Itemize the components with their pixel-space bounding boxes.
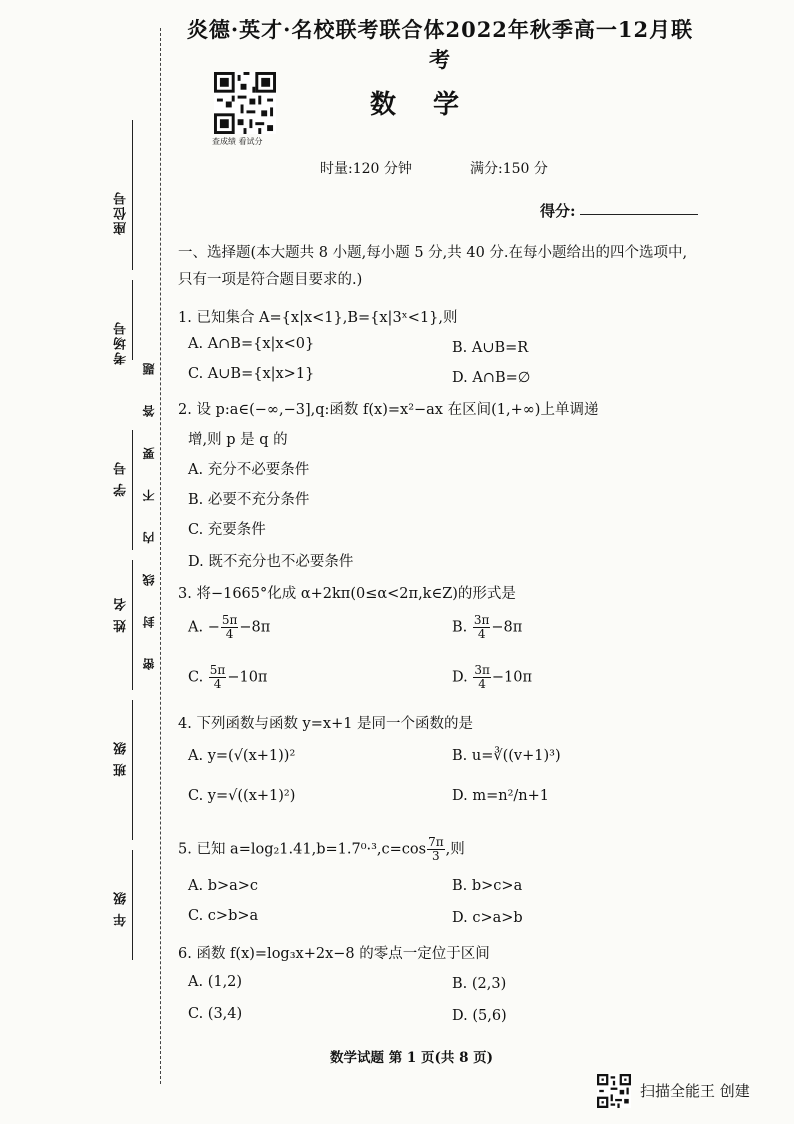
qr-code-icon bbox=[214, 72, 276, 134]
q3-a-den: 4 bbox=[225, 627, 234, 641]
camscanner-qr-icon bbox=[597, 1074, 631, 1108]
q5-option-b: B. b>c>a bbox=[452, 878, 523, 894]
name-label: 姓 名 bbox=[114, 596, 129, 633]
q3-c-fraction bbox=[209, 664, 227, 691]
class-blank bbox=[132, 700, 133, 840]
grade-label: 年 级 bbox=[114, 890, 129, 927]
q2-option-d: D. 既不充分也不必要条件 bbox=[188, 554, 354, 570]
exam-title: 炎德·英才·名校联考联合体2022年秋季高一12月联考 bbox=[186, 17, 694, 72]
q5-option-c: C. c>b>a bbox=[188, 908, 259, 924]
grade-blank bbox=[132, 850, 133, 960]
q1-option-c: C. A∪B={x|x>1} bbox=[188, 366, 315, 382]
q5-stem-suffix: ,则 bbox=[445, 841, 465, 858]
question-3-stem: 3. 将−1665°化成 α+2kπ(0≤α<2π,k∈Z)的形式是 bbox=[178, 586, 516, 602]
subject-title: 数 学 bbox=[370, 90, 474, 120]
question-5-stem bbox=[178, 836, 465, 863]
q3-b-num: 3π bbox=[473, 613, 490, 627]
q3-a-prefix: A. − bbox=[188, 619, 220, 636]
q3-b-prefix: B. bbox=[452, 619, 472, 636]
q1-option-d: D. A∩B=∅ bbox=[452, 370, 531, 386]
q3-a-fraction bbox=[221, 614, 239, 641]
binding-dashed-line bbox=[160, 28, 161, 1084]
q5-stem-prefix: 5. 已知 a=log₂1.41,b=1.7⁰·³,c=cos bbox=[178, 841, 427, 858]
q3-a-suffix: −8π bbox=[239, 619, 271, 636]
question-6-stem: 6. 函数 f(x)=log₃x+2x−8 的零点一定位于区间 bbox=[178, 946, 490, 962]
question-4-stem: 4. 下列函数与函数 y=x+1 是同一个函数的是 bbox=[178, 716, 474, 732]
q3-d-num: 3π bbox=[474, 663, 490, 677]
q3-d-prefix: D. bbox=[452, 669, 473, 686]
q3-a-num: 5π bbox=[221, 613, 238, 627]
q2-option-a: A. 充分不必要条件 bbox=[188, 462, 310, 478]
full-score: 满分:150 分 bbox=[470, 161, 548, 177]
exam-room-blank bbox=[132, 280, 133, 360]
q5-num: 7π bbox=[428, 835, 444, 849]
q3-c-suffix: −10π bbox=[227, 669, 268, 686]
q4-option-d: D. m=n²/n+1 bbox=[452, 788, 549, 804]
q4-option-c: C. y=√((x+1)²) bbox=[188, 788, 296, 804]
q3-option-c bbox=[188, 664, 267, 691]
q5-den: 3 bbox=[432, 849, 440, 863]
seal-notice: 密 封 线 内 不 要 答 题 bbox=[142, 350, 156, 671]
student-id-label: 学 号 bbox=[114, 460, 129, 497]
seat-blank bbox=[132, 120, 133, 270]
question-2-stem-cont: 增,则 p 是 q 的 bbox=[188, 432, 288, 448]
q2-option-b: B. 必要不充分条件 bbox=[188, 492, 310, 508]
q3-b-suffix: −8π bbox=[491, 619, 523, 636]
q3-d-suffix: −10π bbox=[491, 669, 532, 686]
q3-b-den: 4 bbox=[477, 627, 486, 641]
q3-b-fraction bbox=[473, 614, 491, 641]
q3-option-d bbox=[452, 664, 532, 691]
q4-option-b: B. u=∛((v+1)³) bbox=[452, 748, 561, 764]
time-limit: 时量:120 分钟 bbox=[320, 161, 412, 177]
q3-d-fraction bbox=[473, 664, 491, 691]
q6-option-b: B. (2,3) bbox=[452, 976, 507, 992]
section-heading: 一、选择题(本大题共 8 小题,每小题 5 分,共 40 分.在每小题给出的四个选项中,只有一项是符合题目要求的.) bbox=[178, 245, 688, 288]
q4-option-a: A. y=(√(x+1))² bbox=[188, 748, 296, 764]
q3-option-b bbox=[452, 614, 522, 641]
student-id-blank bbox=[132, 430, 133, 550]
q6-option-a: A. (1,2) bbox=[188, 974, 243, 990]
question-2-stem: 2. 设 p:a∈(−∞,−3],q:函数 f(x)=x²−ax 在区间(1,+∞)上单调递 bbox=[178, 402, 599, 418]
q1-option-b: B. A∪B=R bbox=[452, 340, 529, 356]
exam-room-label: 考场号 bbox=[114, 320, 129, 365]
q6-option-c: C. (3,4) bbox=[188, 1006, 243, 1022]
q3-c-num: 5π bbox=[209, 663, 226, 677]
page-footer: 数学试题 第 1 页(共 8 页) bbox=[330, 1050, 494, 1066]
name-blank bbox=[132, 560, 133, 690]
score-label: 得分: bbox=[540, 202, 576, 220]
qr-caption: 查成绩 看试分 bbox=[212, 137, 263, 146]
q5-fraction bbox=[427, 836, 445, 863]
question-1-stem: 1. 已知集合 A={x|x<1},B={x|3ˣ<1},则 bbox=[178, 310, 458, 326]
q5-option-a: A. b>a>c bbox=[188, 878, 259, 894]
q5-option-d: D. c>a>b bbox=[452, 910, 523, 926]
class-label: 班 级 bbox=[114, 740, 129, 777]
q3-c-prefix: C. bbox=[188, 669, 208, 686]
q1-option-a: A. A∩B={x|x<0} bbox=[188, 336, 315, 352]
camscanner-watermark: 扫描全能王 创建 bbox=[640, 1082, 750, 1100]
q3-c-den: 4 bbox=[213, 677, 222, 691]
q3-d-den: 4 bbox=[478, 677, 486, 691]
seat-label: 座位号 bbox=[114, 190, 129, 235]
q3-option-a bbox=[188, 614, 270, 641]
q2-option-c: C. 充要条件 bbox=[188, 522, 266, 538]
q6-option-d: D. (5,6) bbox=[452, 1008, 507, 1024]
score-blank[interactable] bbox=[580, 214, 698, 215]
